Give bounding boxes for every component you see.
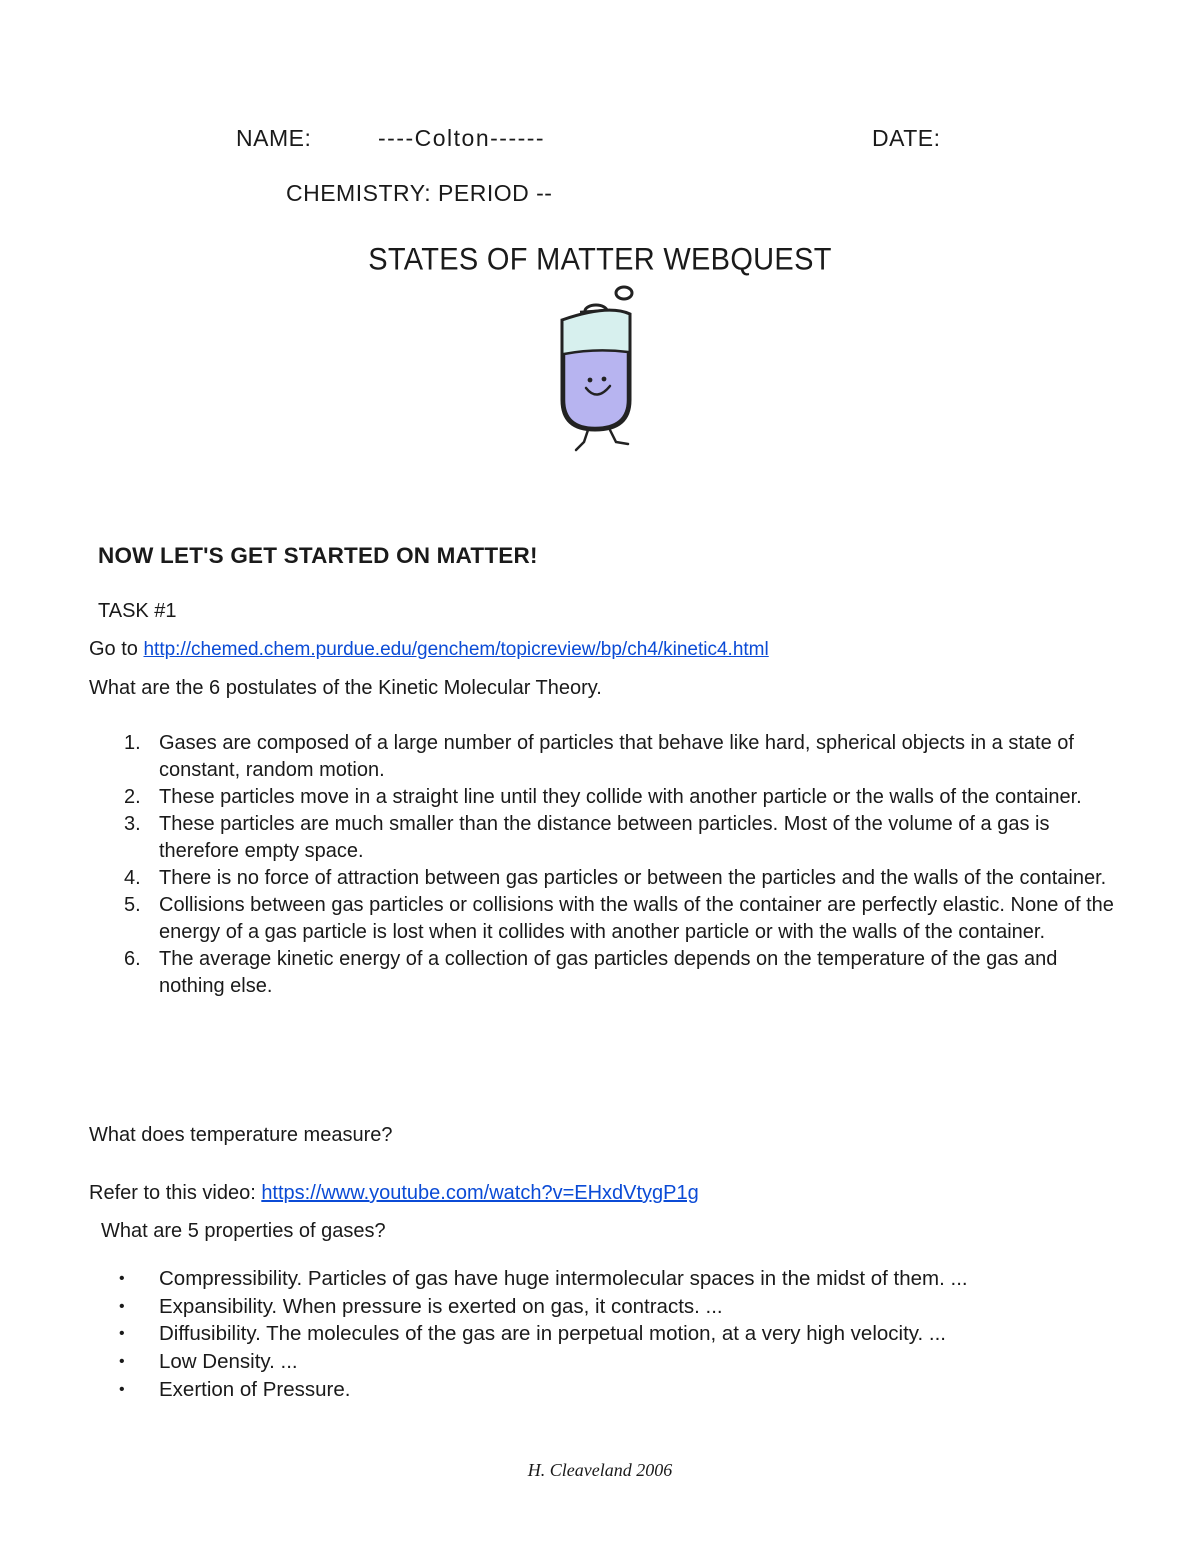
list-item	[119, 1376, 1139, 1404]
period-line: CHEMISTRY: PERIOD --	[286, 180, 553, 206]
postulate-text: The average kinetic energy of a collection of gas particles depends on the temperature of the gas and nothing else.	[159, 948, 1058, 997]
bullet-icon: •	[119, 1353, 125, 1371]
postulate-text: Collisions between gas particles or collisions with the walls of the container are perfectly elastic. None of the energy of a gas particle is lost when it collides with another particle or with the walls of the container.	[159, 894, 1114, 943]
page-title: STATES OF MATTER WEBQUEST	[368, 242, 832, 278]
footer-credit: H. Cleaveland 2006	[527, 1460, 673, 1480]
smiling-beaker-icon	[548, 282, 648, 459]
bullet-icon: •	[119, 1325, 125, 1343]
bullet-icon: •	[119, 1297, 125, 1315]
postulate-text: Gases are composed of a large number of particles that behave like hard, spherical objects in a state of constant, random motion.	[159, 732, 1074, 781]
name-label: NAME:	[236, 125, 312, 151]
goto-prefix: Go to	[89, 638, 144, 660]
task-label: TASK #1	[98, 600, 177, 622]
properties-question: What are 5 properties of gases?	[101, 1220, 386, 1242]
bullet-icon: •	[119, 1270, 125, 1287]
list-item	[124, 811, 1119, 865]
list-item	[119, 1348, 1139, 1376]
list-number: 2.	[124, 786, 141, 808]
list-item	[124, 865, 1119, 892]
list-item	[119, 1293, 1139, 1321]
postulate-text: These particles move in a straight line until they collide with another particle or the walls of the container.	[159, 786, 1082, 808]
list-item	[124, 730, 1119, 784]
postulate-text: These particles are much smaller than the distance between particles. Most of the volume of a gas is therefore empty space.	[159, 813, 1050, 862]
temperature-question: What does temperature measure?	[89, 1124, 393, 1146]
list-item	[124, 946, 1119, 1000]
postulate-text: There is no force of attraction between gas particles or between the particles and the walls of the container.	[159, 867, 1107, 889]
list-item	[124, 784, 1119, 811]
list-number: 5.	[124, 894, 141, 916]
property-text: Low Density. ...	[159, 1350, 298, 1374]
list-item	[124, 892, 1119, 946]
property-text: Expansibility. When pressure is exerted on gas, it contracts. ...	[159, 1294, 723, 1318]
kinetic-theory-link[interactable]: http://chemed.chem.purdue.edu/genchem/topicreview/bp/ch4/kinetic4.html	[143, 639, 769, 660]
date-label: DATE:	[872, 125, 941, 151]
list-number: 6.	[124, 948, 141, 970]
property-text: Compressibility. Particles of gas have huge intermolecular spaces in the midst of them. ...	[159, 1267, 968, 1290]
postulates-question: What are the 6 postulates of the Kinetic Molecular Theory.	[89, 677, 602, 699]
list-item	[119, 1320, 1139, 1348]
list-number: 4.	[124, 867, 141, 889]
section-title: NOW LET'S GET STARTED ON MATTER!	[98, 543, 538, 568]
refer-line	[89, 1182, 699, 1205]
postulates-list	[124, 730, 1119, 1000]
property-text: Exertion of Pressure.	[159, 1377, 351, 1401]
goto-line	[89, 638, 769, 661]
list-number: 3.	[124, 813, 141, 835]
name-value: ----Colton------	[378, 125, 546, 151]
refer-prefix: Refer to this video:	[89, 1182, 262, 1204]
property-text: Diffusibility. The molecules of the gas are in perpetual motion, at a very high velocity. ...	[159, 1322, 946, 1346]
properties-list	[119, 1265, 1139, 1404]
bullet-icon: •	[119, 1380, 125, 1398]
youtube-video-link[interactable]: https://www.youtube.com/watch?v=EHxdVtygP1g	[261, 1182, 699, 1204]
list-item	[119, 1265, 1139, 1293]
list-number: 1.	[124, 732, 141, 754]
